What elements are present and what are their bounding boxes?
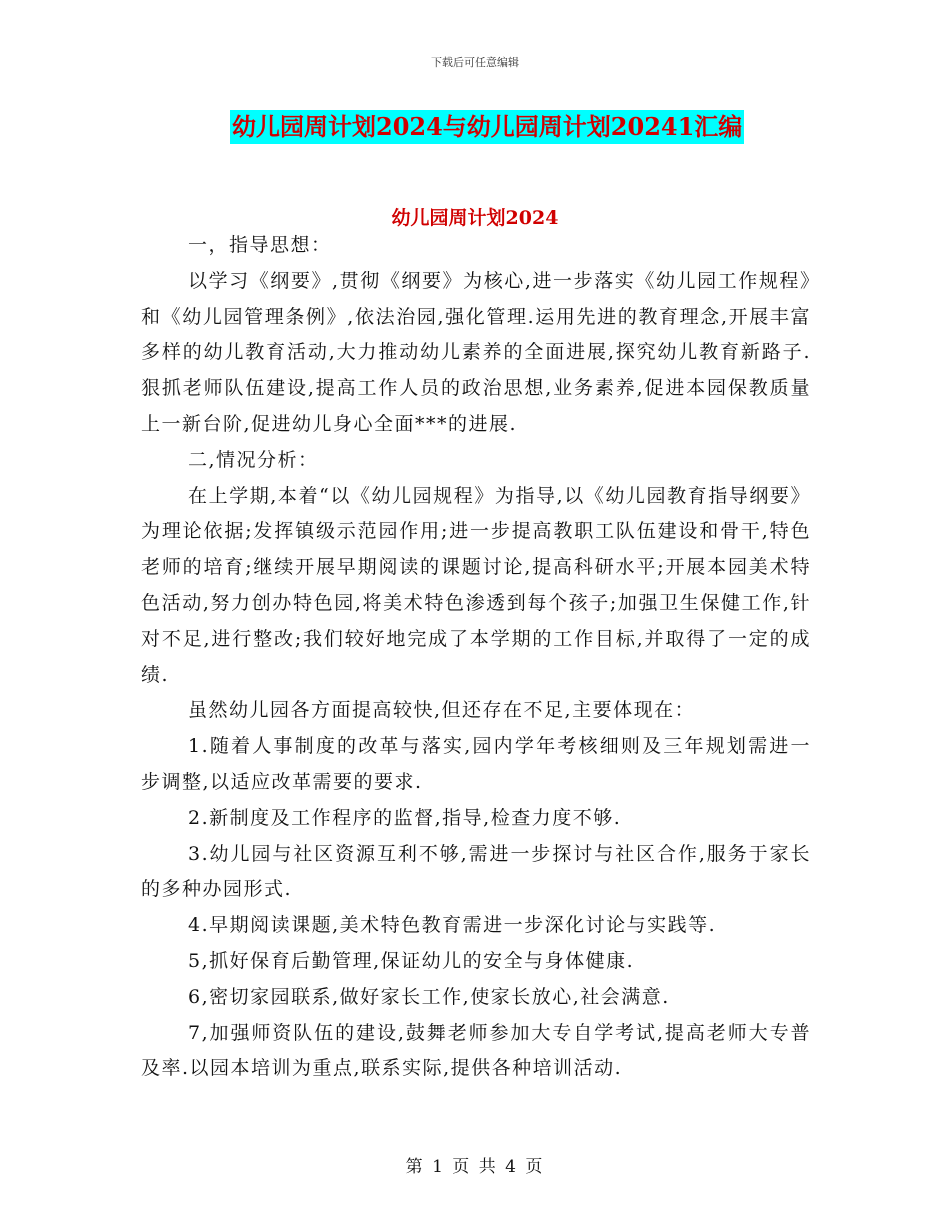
page-number: 第 1 页 共 4 页 (405, 1157, 545, 1177)
paragraph-analysis-heading: 二,情况分析： (188, 448, 319, 471)
paragraph-guiding-body: 以学习《纲要》,贯彻《纲要》为核心,进一步落实《幼儿园工作规程》和《幼儿园管理条例》,依法治园,强化管理.运用先进的教育理念,开展丰富多样的幼儿教育活动,大力推动幼儿素养的全面进展,探究幼儿教育新路子.狠抓老师队伍建设,提高工作人员的政治思想,业务素养,促进本园保教质量上一新台阶,促进幼儿身心全面***的进展. (141, 269, 811, 435)
list-item-1: 1.随着人事制度的改革与落实,园内学年考核细则及三年规划需进一步调整,以适应改革需要的要求. (141, 735, 811, 793)
paragraph-shortcomings-intro: 虽然幼儿园各方面提高较快,但还存在不足,主要体现在： (188, 699, 696, 722)
list-item-5: 5,抓好保育后勤管理,保证幼儿的安全与身体健康. (188, 949, 635, 972)
paragraph-analysis-body: 在上学期,本着“以《幼儿园规程》为指导,以《幼儿园教育指导纲要》为理论依据;发挥镇级示范园作用;进一步提高教职工队伍建设和骨干,特色老师的培育;继续开展早期阅读的课题讨论,提高科研水平;开展本园美术特色活动,努力创办特色园,将美术特色渗透到每个孩子;加强卫生保健工作,针对不足,进行整改;我们较好地完成了本学期的工作目标,并取得了一定的成绩. (141, 484, 811, 686)
main-title-wrap (230, 110, 770, 144)
list-item-7: 7,加强师资队伍的建设,鼓舞老师参加大专自学考试,提高老师大专普及率.以园本培训为重点,联系实际,提供各种培训活动. (141, 1021, 811, 1080)
section-title: 幼儿园周计划2024 (391, 207, 559, 229)
list-item-4: 4.早期阅读课题,美术特色教育需进一步深化讨论与实践等. (188, 914, 717, 937)
document-title: 幼儿园周计划2024与幼儿园周计划20241汇编 (230, 110, 744, 144)
list-item-6: 6,密切家园联系,做好家长工作,使家长放心,社会满意. (188, 985, 670, 1008)
header-note: 下载后可任意编辑 (431, 56, 519, 69)
paragraph-guiding-heading: 一，指导思想： (188, 234, 332, 256)
list-item-3: 3.幼儿园与社区资源互利不够,需进一步探讨与社区合作,服务于家长的多种办园形式. (141, 842, 811, 901)
document-body (141, 228, 811, 1087)
list-item-2: 2.新制度及工作程序的监督,指导,检查力度不够. (188, 806, 622, 829)
